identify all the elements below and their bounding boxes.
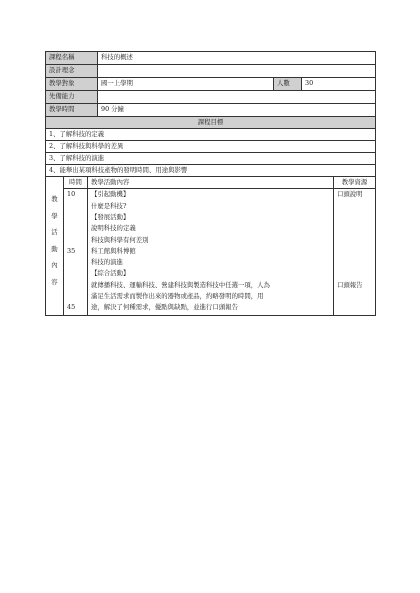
objective-item-3: 3、了解科技的演進 — [46, 153, 376, 165]
col-content-header: 教學活動內容 — [88, 177, 334, 189]
design-concept-value — [98, 65, 376, 78]
content-column — [88, 189, 334, 316]
col-resource-header: 教學資源 — [334, 177, 376, 189]
content-line: 什麼是科技? — [91, 201, 127, 210]
count-label: 人數 — [274, 78, 302, 91]
col-time-header: 時間 — [64, 177, 88, 189]
activities-side-label: 教 學 活 動 內 容 — [46, 177, 64, 316]
design-concept-label: 設計理念 — [46, 65, 98, 78]
time-column: 10 35 45 — [64, 189, 88, 316]
time-value: 90 分鐘 — [98, 104, 376, 117]
content-line: 就傳播科技、運輸科技、營建科技與製造科技中任選一項，人為 — [91, 280, 270, 289]
objective-item-2: 2、了解科技與科學的差異 — [46, 141, 376, 153]
count-value: 30 — [302, 78, 376, 91]
content-line: 【綜合活動】 — [91, 269, 130, 278]
prerequisite-value — [98, 91, 376, 104]
content-line: 途，解決了何種需求，優點與缺點，並進行口頭報告 — [91, 303, 238, 312]
target-value: 國一上學期 — [98, 78, 274, 91]
course-name-label: 課程名稱 — [46, 52, 98, 65]
content-line: 科技的演進 — [91, 258, 123, 267]
content-line: 滿足生活需求而製作出來的器物或產品，約略發明的時間，用 — [91, 291, 264, 300]
content-line: 說明科技的定義 — [91, 224, 136, 233]
target-label: 教學對象 — [46, 78, 98, 91]
header-table — [45, 51, 376, 177]
prerequisite-label: 先備能力 — [46, 91, 98, 104]
objective-item-4: 4、能舉出某項科技產物的發明時間、用途與影響 — [46, 165, 376, 177]
resource-column: 口頭說明 口頭報告 — [334, 189, 376, 316]
content-line: 【發展活動】 — [91, 212, 130, 221]
objectives-title: 課程目標 — [46, 117, 376, 129]
objective-item-1: 1、了解科技的定義 — [46, 129, 376, 141]
content-line: 【引起動機】 — [91, 190, 130, 199]
course-name-value: 科技的概述 — [98, 52, 376, 65]
content-line: 科工館與科博館 — [91, 246, 136, 255]
time-label: 教學時間 — [46, 104, 98, 117]
lesson-plan — [45, 51, 375, 316]
activities-table — [45, 176, 376, 316]
content-line: 科技與科學有何差別 — [91, 235, 149, 244]
